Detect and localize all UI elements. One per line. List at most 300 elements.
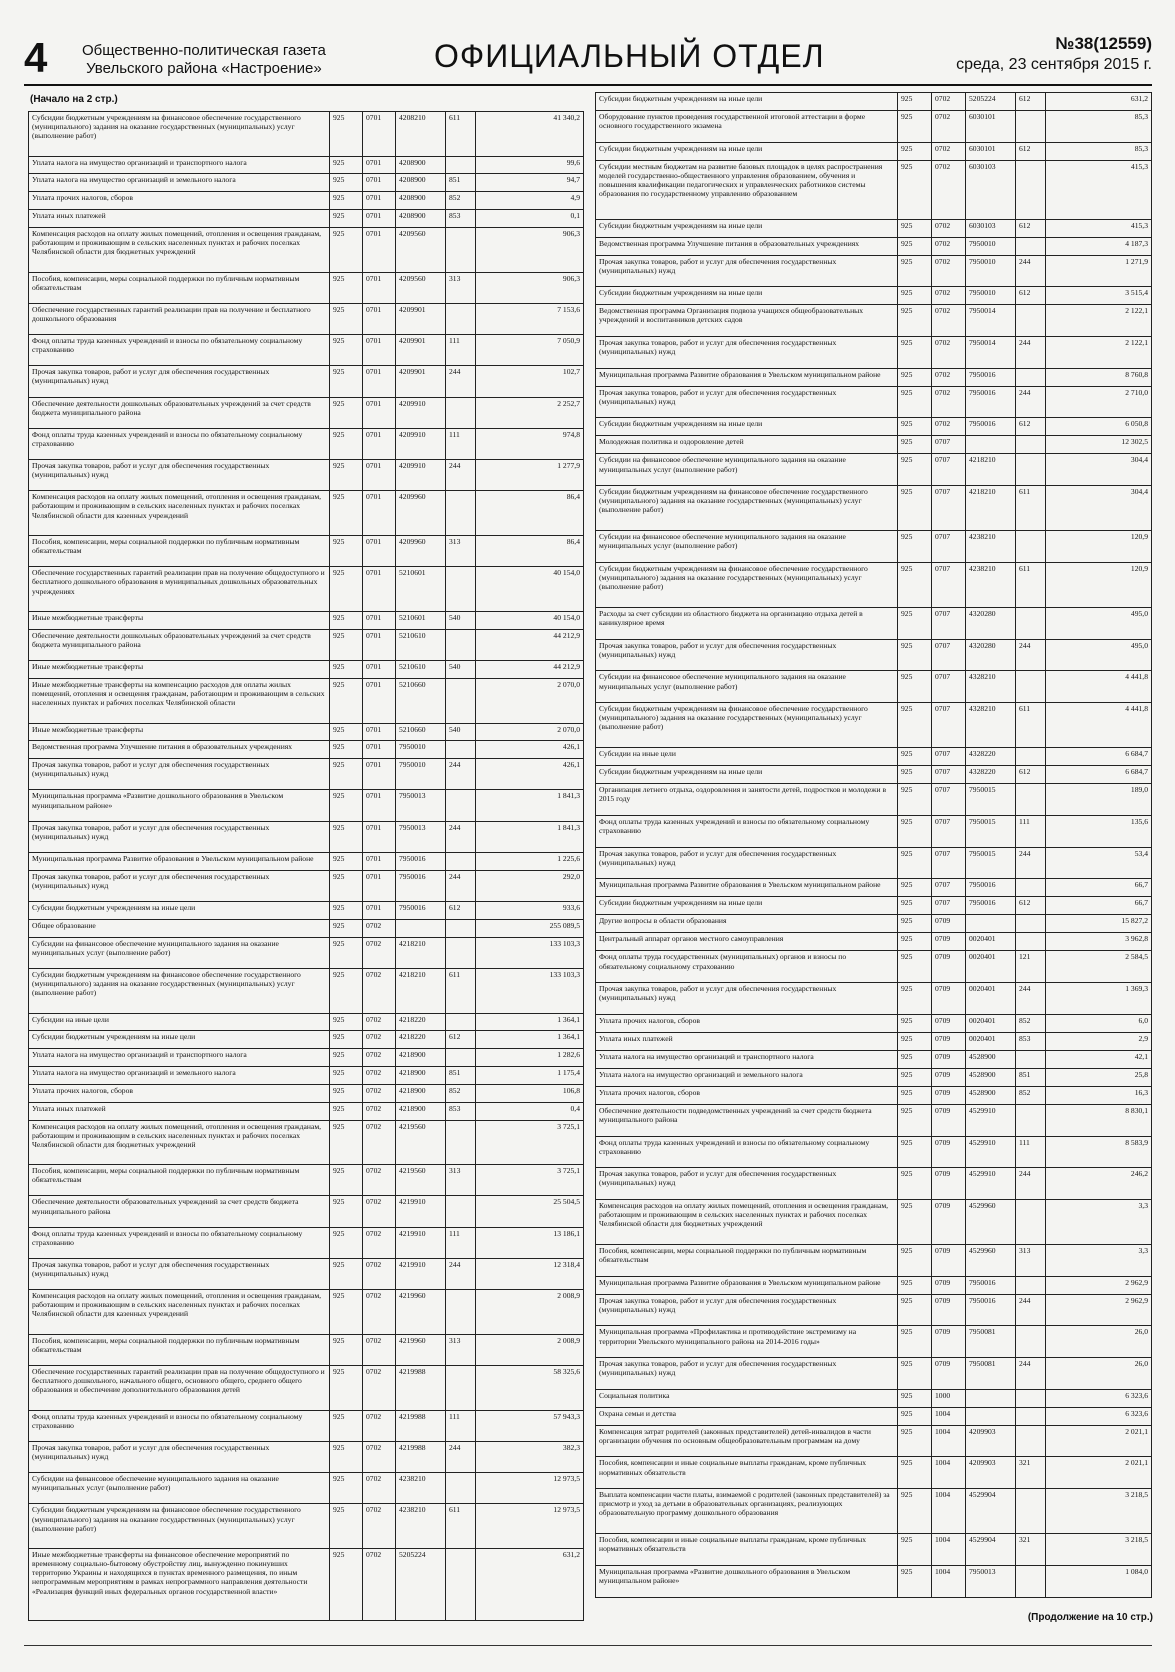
amount-cell: 8 830,1 bbox=[1046, 1104, 1152, 1136]
section-code-cell: 0707 bbox=[932, 897, 966, 915]
amount-cell: 40 154,0 bbox=[476, 611, 584, 629]
ministry-code-cell: 925 bbox=[898, 703, 932, 748]
section-code-cell: 0707 bbox=[932, 671, 966, 703]
ministry-code-cell: 925 bbox=[898, 111, 932, 143]
row-name-cell: Уплата иных платежей bbox=[596, 1032, 898, 1050]
expense-type-cell bbox=[1016, 454, 1046, 486]
amount-cell: 189,0 bbox=[1046, 784, 1152, 816]
ministry-code-cell: 925 bbox=[898, 1294, 932, 1326]
ministry-code-cell: 925 bbox=[330, 1441, 363, 1472]
target-article-cell: 4208900 bbox=[396, 192, 446, 210]
budget-table-right bbox=[595, 92, 1152, 1598]
target-article-cell: 4529910 bbox=[966, 1104, 1016, 1136]
expense-type-cell: 612 bbox=[1016, 418, 1046, 436]
ministry-code-cell: 925 bbox=[330, 335, 363, 366]
amount-cell: 6 050,8 bbox=[1046, 418, 1152, 436]
amount-cell: 57 943,3 bbox=[476, 1410, 584, 1441]
row-name-cell: Прочая закупка товаров, работ и услуг для обеспечения государственных (муниципальных) нужд bbox=[29, 460, 330, 491]
ministry-code-cell: 925 bbox=[898, 1086, 932, 1104]
table-row bbox=[596, 1276, 1152, 1294]
ministry-code-cell: 925 bbox=[330, 723, 363, 741]
ministry-code-cell: 925 bbox=[898, 486, 932, 531]
row-name-cell: Муниципальная программа «Развитие дошкольного образования в Увельском муниципальном районе» bbox=[29, 790, 330, 821]
row-name-cell: Уплата налога на имущество организаций и транспортного налога bbox=[29, 1049, 330, 1067]
section-code-cell: 0702 bbox=[363, 1031, 396, 1049]
table-row bbox=[29, 210, 584, 228]
expense-type-cell: 111 bbox=[1016, 1136, 1046, 1168]
target-article-cell: 4328220 bbox=[966, 748, 1016, 766]
section-code-cell: 0701 bbox=[363, 397, 396, 428]
amount-cell: 906,3 bbox=[476, 227, 584, 272]
section-code-cell: 0701 bbox=[363, 156, 396, 174]
section-code-cell: 1004 bbox=[932, 1489, 966, 1534]
expense-type-cell: 111 bbox=[1016, 815, 1046, 847]
expense-type-cell: 244 bbox=[1016, 1358, 1046, 1390]
amount-cell: 906,3 bbox=[476, 272, 584, 303]
amount-cell: 631,2 bbox=[476, 1549, 584, 1621]
section-code-cell: 0702 bbox=[363, 937, 396, 968]
target-article-cell: 7950013 bbox=[396, 821, 446, 852]
amount-cell: 933,6 bbox=[476, 901, 584, 919]
row-name-cell: Пособия, компенсации и иные социальные выплаты гражданам, кроме публичных нормативных обязательств bbox=[596, 1457, 898, 1489]
expense-type-cell: 853 bbox=[1016, 1032, 1046, 1050]
table-row bbox=[596, 1199, 1152, 1244]
row-name-cell: Обеспечение государственных гарантий реализации прав на получение общедоступного и бесплатного дошкольного образования в муниципальных дошкольных образовательных учреждениях bbox=[29, 567, 330, 612]
amount-cell: 8 760,8 bbox=[1046, 368, 1152, 386]
table-row bbox=[29, 1165, 584, 1196]
page-header bbox=[24, 32, 1152, 82]
table-row bbox=[596, 1086, 1152, 1104]
table-row bbox=[29, 870, 584, 901]
row-name-cell: Муниципальная программа Развитие образования в Увельском муниципальном районе bbox=[29, 852, 330, 870]
section-code-cell: 0701 bbox=[363, 428, 396, 459]
amount-cell: 6 684,7 bbox=[1046, 766, 1152, 784]
target-article-cell: 4209560 bbox=[396, 227, 446, 272]
row-name-cell: Муниципальная программа «Профилактика и противодействие экстремизму на территории Увельского муниципального района на 2014-2016 годы» bbox=[596, 1326, 898, 1358]
amount-cell: 426,1 bbox=[476, 741, 584, 759]
section-code-cell: 0707 bbox=[932, 879, 966, 897]
section-code-cell: 0702 bbox=[363, 1067, 396, 1085]
row-name-cell: Молодежная политика и оздоровление детей bbox=[596, 436, 898, 454]
amount-cell: 58 325,6 bbox=[476, 1366, 584, 1411]
ministry-code-cell: 925 bbox=[330, 1196, 363, 1227]
ministry-code-cell: 925 bbox=[898, 562, 932, 607]
target-article-cell: 4209903 bbox=[966, 1425, 1016, 1457]
target-article-cell: 4209903 bbox=[966, 1457, 1016, 1489]
table-row bbox=[29, 1120, 584, 1165]
ministry-code-cell: 925 bbox=[330, 821, 363, 852]
amount-cell: 26,0 bbox=[1046, 1358, 1152, 1390]
row-name-cell: Прочая закупка товаров, работ и услуг для обеспечения государственных (муниципальных) нужд bbox=[596, 386, 898, 418]
amount-cell: 304,4 bbox=[1046, 486, 1152, 531]
amount-cell: 1 841,3 bbox=[476, 790, 584, 821]
amount-cell: 304,4 bbox=[1046, 454, 1152, 486]
target-article-cell: 0020401 bbox=[966, 1014, 1016, 1032]
target-article-cell: 4238210 bbox=[966, 531, 1016, 563]
ministry-code-cell: 925 bbox=[898, 1326, 932, 1358]
row-name-cell: Муниципальная программа «Развитие дошкольного образования в Увельском муниципальном районе» bbox=[596, 1565, 898, 1597]
row-name-cell: Обеспечение деятельности дошкольных образовательных учреждений за счет средств бюджета муниципального района bbox=[29, 397, 330, 428]
amount-cell: 26,0 bbox=[1046, 1326, 1152, 1358]
expense-type-cell: 612 bbox=[1016, 287, 1046, 305]
section-code-cell: 1004 bbox=[932, 1425, 966, 1457]
target-article-cell: 4218900 bbox=[396, 1067, 446, 1085]
expense-type-cell bbox=[1016, 1276, 1046, 1294]
section-code-cell: 0701 bbox=[363, 112, 396, 157]
amount-cell: 2 252,7 bbox=[476, 397, 584, 428]
row-name-cell: Общее образование bbox=[29, 919, 330, 937]
row-name-cell: Компенсация затрат родителей (законных представителей) детей-инвалидов в части организации обучения по основным общеобразовательным программам на дому bbox=[596, 1425, 898, 1457]
row-name-cell: Обеспечение государственных гарантий реализации прав на получение и бесплатного дошкольного образования bbox=[29, 303, 330, 334]
ministry-code-cell: 925 bbox=[330, 112, 363, 157]
section-code-cell: 0707 bbox=[932, 766, 966, 784]
footer-rule bbox=[24, 1645, 1152, 1646]
ministry-code-cell: 925 bbox=[898, 368, 932, 386]
ministry-code-cell: 925 bbox=[898, 639, 932, 671]
ministry-code-cell: 925 bbox=[898, 608, 932, 640]
row-name-cell: Иные межбюджетные трансферты bbox=[29, 723, 330, 741]
target-article-cell: 4209901 bbox=[396, 303, 446, 334]
row-name-cell: Субсидии бюджетным учреждениям на финансовое обеспечение государственного (муниципального) задания на оказание государственных (муниципальных) услуг (выполнение работ) bbox=[29, 112, 330, 157]
amount-cell: 3 725,1 bbox=[476, 1120, 584, 1165]
table-row bbox=[29, 723, 584, 741]
section-code-cell: 0702 bbox=[932, 219, 966, 237]
ministry-code-cell: 925 bbox=[330, 536, 363, 567]
budget-table-left bbox=[28, 111, 584, 1621]
ministry-code-cell: 925 bbox=[330, 919, 363, 937]
expense-type-cell: 612 bbox=[446, 901, 476, 919]
table-row bbox=[596, 1326, 1152, 1358]
ministry-code-cell: 925 bbox=[898, 1032, 932, 1050]
amount-cell: 2,9 bbox=[1046, 1032, 1152, 1050]
newspaper-name bbox=[82, 42, 326, 78]
row-name-cell: Компенсация расходов на оплату жилых помещений, отопления и освещения гражданам, работающим и проживающим в сельских населенных пунктах и рабочих поселках Челябинской области для казенных учреждений bbox=[29, 491, 330, 536]
section-code-cell: 0707 bbox=[932, 784, 966, 816]
ministry-code-cell: 925 bbox=[330, 901, 363, 919]
row-name-cell: Ведомственная программа Улучшение питания в образовательных учреждениях bbox=[596, 237, 898, 255]
ministry-code-cell: 925 bbox=[330, 227, 363, 272]
table-row bbox=[29, 460, 584, 491]
section-code-cell: 0701 bbox=[363, 678, 396, 723]
row-name-cell: Субсидии на финансовое обеспечение муниципального задания на оказание муниципальных услуг (выполнение работ) bbox=[29, 937, 330, 968]
row-name-cell: Уплата иных платежей bbox=[29, 210, 330, 228]
target-article-cell: 7950016 bbox=[966, 1294, 1016, 1326]
expense-type-cell bbox=[1016, 237, 1046, 255]
expense-type-cell: 852 bbox=[446, 192, 476, 210]
row-name-cell: Обеспечение государственных гарантий реализации прав на получение общедоступного и бесплатного дошкольного, начального общего, основного общего, среднего общего образования и обеспечение дополнительного образования детей bbox=[29, 1366, 330, 1411]
table-row bbox=[29, 919, 584, 937]
target-article-cell: 4219960 bbox=[396, 1334, 446, 1365]
expense-type-cell bbox=[1016, 1050, 1046, 1068]
section-code-cell: 0701 bbox=[363, 460, 396, 491]
target-article-cell: 4238210 bbox=[966, 562, 1016, 607]
target-article-cell: 4219910 bbox=[396, 1258, 446, 1289]
table-row bbox=[596, 418, 1152, 436]
expense-type-cell: 244 bbox=[1016, 336, 1046, 368]
section-code-cell: 0701 bbox=[363, 491, 396, 536]
expense-type-cell: 244 bbox=[446, 870, 476, 901]
row-name-cell: Уплата налога на имущество организаций и земельного налога bbox=[29, 1067, 330, 1085]
section-code-cell: 0702 bbox=[363, 919, 396, 937]
issue-number: №38(12559) bbox=[1055, 34, 1152, 53]
ministry-code-cell: 925 bbox=[330, 1084, 363, 1102]
ministry-code-cell: 925 bbox=[330, 1504, 363, 1549]
row-name-cell: Фонд оплаты труда казенных учреждений и взносы по обязательному социальному страхованию bbox=[596, 1136, 898, 1168]
table-row bbox=[29, 1258, 584, 1289]
section-code-cell: 0701 bbox=[363, 210, 396, 228]
row-name-cell: Субсидии местным бюджетам на развитие базовых площадок в целях распространения моделей государственно-общественного управления образованием, обучения и повышения квалификации педагогических и управленческих работников системы образования по государственному управлению образованием bbox=[596, 160, 898, 219]
expense-type-cell: 611 bbox=[1016, 562, 1046, 607]
ministry-code-cell: 925 bbox=[898, 436, 932, 454]
amount-cell: 2 122,1 bbox=[1046, 305, 1152, 337]
table-row bbox=[596, 287, 1152, 305]
target-article-cell: 7950014 bbox=[966, 305, 1016, 337]
section-code-cell: 0709 bbox=[932, 1050, 966, 1068]
section-code-cell: 0701 bbox=[363, 629, 396, 660]
amount-cell: 85,3 bbox=[1046, 142, 1152, 160]
expense-type-cell: 244 bbox=[1016, 255, 1046, 287]
table-row bbox=[29, 1013, 584, 1031]
table-row bbox=[596, 847, 1152, 879]
target-article-cell: 4328220 bbox=[966, 766, 1016, 784]
ministry-code-cell: 925 bbox=[898, 1068, 932, 1086]
target-article-cell: 4218220 bbox=[396, 1013, 446, 1031]
amount-cell: 2 070,0 bbox=[476, 678, 584, 723]
row-name-cell: Субсидии бюджетным учреждениям на финансовое обеспечение государственного (муниципального) задания на оказание государственных (муниципальных) услуг (выполнение работ) bbox=[29, 968, 330, 1013]
row-name-cell: Выплата компенсации части платы, взимаемой с родителей (законных представителей) за присмотр и уход за детьми в образовательных организациях, реализующих образовательную программу дошкольного образования bbox=[596, 1489, 898, 1534]
amount-cell: 292,0 bbox=[476, 870, 584, 901]
row-name-cell: Муниципальная программа Развитие образования в Увельском муниципальном районе bbox=[596, 1276, 898, 1294]
section-code-cell: 0707 bbox=[932, 748, 966, 766]
row-name-cell: Уплата прочих налогов, сборов bbox=[29, 1084, 330, 1102]
amount-cell: 3 515,4 bbox=[1046, 287, 1152, 305]
newspaper-name-line2: Увельского района «Настроение» bbox=[86, 60, 322, 77]
amount-cell: 0,1 bbox=[476, 210, 584, 228]
row-name-cell: Субсидии бюджетным учреждениям на иные цели bbox=[596, 897, 898, 915]
issue-date: среда, 23 сентября 2015 г. bbox=[956, 56, 1152, 73]
target-article-cell: 6030101 bbox=[966, 142, 1016, 160]
target-article-cell: 7950015 bbox=[966, 815, 1016, 847]
table-row bbox=[29, 1504, 584, 1549]
target-article-cell: 7950016 bbox=[966, 368, 1016, 386]
table-row bbox=[596, 142, 1152, 160]
target-article-cell: 4529960 bbox=[966, 1245, 1016, 1277]
table-row bbox=[29, 366, 584, 397]
amount-cell: 4 441,8 bbox=[1046, 671, 1152, 703]
target-article-cell: 5210601 bbox=[396, 567, 446, 612]
expense-type-cell bbox=[1016, 748, 1046, 766]
amount-cell: 25,8 bbox=[1046, 1068, 1152, 1086]
ministry-code-cell: 925 bbox=[330, 852, 363, 870]
amount-cell: 1 364,1 bbox=[476, 1031, 584, 1049]
target-article-cell: 4218210 bbox=[396, 968, 446, 1013]
section-code-cell: 0702 bbox=[932, 255, 966, 287]
section-code-cell: 1004 bbox=[932, 1407, 966, 1425]
section-code-cell: 0709 bbox=[932, 1276, 966, 1294]
table-row bbox=[596, 237, 1152, 255]
amount-cell: 3 218,5 bbox=[1046, 1489, 1152, 1534]
section-code-cell: 0702 bbox=[363, 1084, 396, 1102]
section-code-cell: 0709 bbox=[932, 1199, 966, 1244]
header-rule bbox=[24, 84, 1152, 86]
target-article-cell: 4219960 bbox=[396, 1290, 446, 1335]
section-code-cell: 0707 bbox=[932, 639, 966, 671]
amount-cell: 12 973,5 bbox=[476, 1504, 584, 1549]
row-name-cell: Прочая закупка товаров, работ и услуг для обеспечения государственных (муниципальных) нужд bbox=[29, 366, 330, 397]
target-article-cell: 4209910 bbox=[396, 397, 446, 428]
section-code-cell: 0701 bbox=[363, 901, 396, 919]
row-name-cell: Фонд оплаты труда казенных учреждений и взносы по обязательному социальному страхованию bbox=[596, 815, 898, 847]
expense-type-cell: 853 bbox=[446, 1102, 476, 1120]
ministry-code-cell: 925 bbox=[898, 1489, 932, 1534]
expense-type-cell: 244 bbox=[446, 460, 476, 491]
expense-type-cell: 611 bbox=[446, 968, 476, 1013]
amount-cell: 42,1 bbox=[1046, 1050, 1152, 1068]
expense-type-cell bbox=[446, 156, 476, 174]
expense-type-cell: 612 bbox=[446, 1031, 476, 1049]
row-name-cell: Иные межбюджетные трансферты bbox=[29, 611, 330, 629]
ministry-code-cell: 925 bbox=[898, 454, 932, 486]
amount-cell: 6,0 bbox=[1046, 1014, 1152, 1032]
expense-type-cell: 611 bbox=[446, 1504, 476, 1549]
section-code-cell: 0709 bbox=[932, 1168, 966, 1200]
target-article-cell: 4209910 bbox=[396, 428, 446, 459]
table-row bbox=[29, 491, 584, 536]
section-code-cell: 0702 bbox=[363, 1227, 396, 1258]
amount-cell: 2 962,9 bbox=[1046, 1294, 1152, 1326]
amount-cell: 1 364,1 bbox=[476, 1013, 584, 1031]
expense-type-cell: 244 bbox=[1016, 1168, 1046, 1200]
table-row bbox=[596, 1407, 1152, 1425]
expense-type-cell: 244 bbox=[446, 1258, 476, 1289]
section-code-cell: 0701 bbox=[363, 611, 396, 629]
table-row bbox=[596, 951, 1152, 983]
amount-cell: 133 103,3 bbox=[476, 968, 584, 1013]
expense-type-cell: 611 bbox=[1016, 486, 1046, 531]
section-code-cell: 0709 bbox=[932, 1326, 966, 1358]
section-code-cell: 0702 bbox=[932, 111, 966, 143]
table-row bbox=[596, 983, 1152, 1015]
section-code-cell: 0701 bbox=[363, 759, 396, 790]
ministry-code-cell: 925 bbox=[898, 915, 932, 933]
amount-cell: 1 271,9 bbox=[1046, 255, 1152, 287]
expense-type-cell: 121 bbox=[1016, 951, 1046, 983]
table-row bbox=[596, 562, 1152, 607]
table-row bbox=[596, 486, 1152, 531]
target-article-cell: 4529910 bbox=[966, 1168, 1016, 1200]
row-name-cell: Оборудование пунктов проведения государственной итоговой аттестации в форме основного государственного экзамена bbox=[596, 111, 898, 143]
row-name-cell: Субсидии бюджетным учреждениям на иные цели bbox=[596, 418, 898, 436]
section-code-cell: 0702 bbox=[932, 305, 966, 337]
row-name-cell: Субсидии на финансовое обеспечение муниципального задания на оказание муниципальных услуг (выполнение работ) bbox=[596, 531, 898, 563]
ministry-code-cell: 925 bbox=[898, 1565, 932, 1597]
row-name-cell: Уплата иных платежей bbox=[29, 1102, 330, 1120]
row-name-cell: Субсидии бюджетным учреждениям на иные цели bbox=[596, 287, 898, 305]
amount-cell: 1 277,9 bbox=[476, 460, 584, 491]
target-article-cell: 4529910 bbox=[966, 1136, 1016, 1168]
section-code-cell: 0702 bbox=[363, 1410, 396, 1441]
row-name-cell: Компенсация расходов на оплату жилых помещений, отопления и освещения гражданам, работающим и проживающим в сельских населенных пунктах и рабочих поселках Челябинской области для казенных учреждений bbox=[29, 1290, 330, 1335]
target-article-cell: 7950016 bbox=[966, 1276, 1016, 1294]
expense-type-cell: 244 bbox=[446, 1441, 476, 1472]
target-article-cell: 4218210 bbox=[396, 937, 446, 968]
target-article-cell: 4219560 bbox=[396, 1120, 446, 1165]
expense-type-cell bbox=[1016, 784, 1046, 816]
expense-type-cell: 612 bbox=[1016, 219, 1046, 237]
row-name-cell: Субсидии бюджетным учреждениям на финансовое обеспечение государственного (муниципального) задания на оказание государственных (муниципальных) услуг (выполнение работ) bbox=[596, 703, 898, 748]
table-row bbox=[29, 678, 584, 723]
expense-type-cell: 244 bbox=[1016, 639, 1046, 671]
section-code-cell: 0707 bbox=[932, 815, 966, 847]
target-article-cell: 7950016 bbox=[966, 879, 1016, 897]
section-code-cell: 0701 bbox=[363, 741, 396, 759]
expense-type-cell bbox=[1016, 1326, 1046, 1358]
section-code-cell: 0702 bbox=[932, 336, 966, 368]
ministry-code-cell: 925 bbox=[898, 1389, 932, 1407]
ministry-code-cell: 925 bbox=[898, 142, 932, 160]
table-row bbox=[29, 156, 584, 174]
target-article-cell: 7950013 bbox=[966, 1565, 1016, 1597]
expense-type-cell bbox=[446, 852, 476, 870]
section-code-cell: 0707 bbox=[932, 608, 966, 640]
target-article-cell bbox=[966, 915, 1016, 933]
section-code-cell: 0702 bbox=[363, 1013, 396, 1031]
row-name-cell: Обеспечение деятельности подведомственных учреждений за счет средств бюджета муниципального района bbox=[596, 1104, 898, 1136]
ministry-code-cell: 925 bbox=[898, 336, 932, 368]
expense-type-cell bbox=[1016, 671, 1046, 703]
amount-cell: 3 962,8 bbox=[1046, 933, 1152, 951]
expense-type-cell: 111 bbox=[446, 1227, 476, 1258]
section-code-cell: 0707 bbox=[932, 847, 966, 879]
target-article-cell: 4528900 bbox=[966, 1068, 1016, 1086]
ministry-code-cell: 925 bbox=[898, 1425, 932, 1457]
expense-type-cell: 851 bbox=[1016, 1068, 1046, 1086]
table-row bbox=[596, 933, 1152, 951]
ministry-code-cell: 925 bbox=[898, 879, 932, 897]
amount-cell: 382,3 bbox=[476, 1441, 584, 1472]
table-row bbox=[29, 790, 584, 821]
row-name-cell: Социальная политика bbox=[596, 1389, 898, 1407]
section-code-cell: 0702 bbox=[363, 1366, 396, 1411]
target-article-cell: 0020401 bbox=[966, 951, 1016, 983]
section-code-cell: 0701 bbox=[363, 227, 396, 272]
amount-cell: 4 441,8 bbox=[1046, 703, 1152, 748]
expense-type-cell bbox=[446, 1120, 476, 1165]
amount-cell: 44 212,9 bbox=[476, 629, 584, 660]
expense-type-cell bbox=[1016, 879, 1046, 897]
ministry-code-cell: 925 bbox=[330, 192, 363, 210]
expense-type-cell bbox=[446, 227, 476, 272]
target-article-cell: 7950010 bbox=[966, 287, 1016, 305]
ministry-code-cell: 925 bbox=[898, 1168, 932, 1200]
section-code-cell: 0707 bbox=[932, 454, 966, 486]
row-name-cell: Расходы за счет субсидии из областного бюджета на организацию отдыха детей в каникулярное время bbox=[596, 608, 898, 640]
section-code-cell: 0702 bbox=[932, 368, 966, 386]
amount-cell: 1 841,3 bbox=[476, 821, 584, 852]
ministry-code-cell: 925 bbox=[330, 937, 363, 968]
target-article-cell: 0020401 bbox=[966, 933, 1016, 951]
expense-type-cell bbox=[1016, 368, 1046, 386]
expense-type-cell bbox=[1016, 915, 1046, 933]
expense-type-cell bbox=[446, 1473, 476, 1504]
amount-cell: 2 021,1 bbox=[1046, 1425, 1152, 1457]
expense-type-cell: 244 bbox=[446, 366, 476, 397]
row-name-cell: Субсидии бюджетным учреждениям на финансовое обеспечение государственного (муниципального) задания на оказание государственных (муниципальных) услуг (выполнение работ) bbox=[596, 562, 898, 607]
table-row bbox=[596, 1104, 1152, 1136]
section-code-cell: 1004 bbox=[932, 1565, 966, 1597]
amount-cell: 102,7 bbox=[476, 366, 584, 397]
ministry-code-cell: 925 bbox=[330, 1473, 363, 1504]
